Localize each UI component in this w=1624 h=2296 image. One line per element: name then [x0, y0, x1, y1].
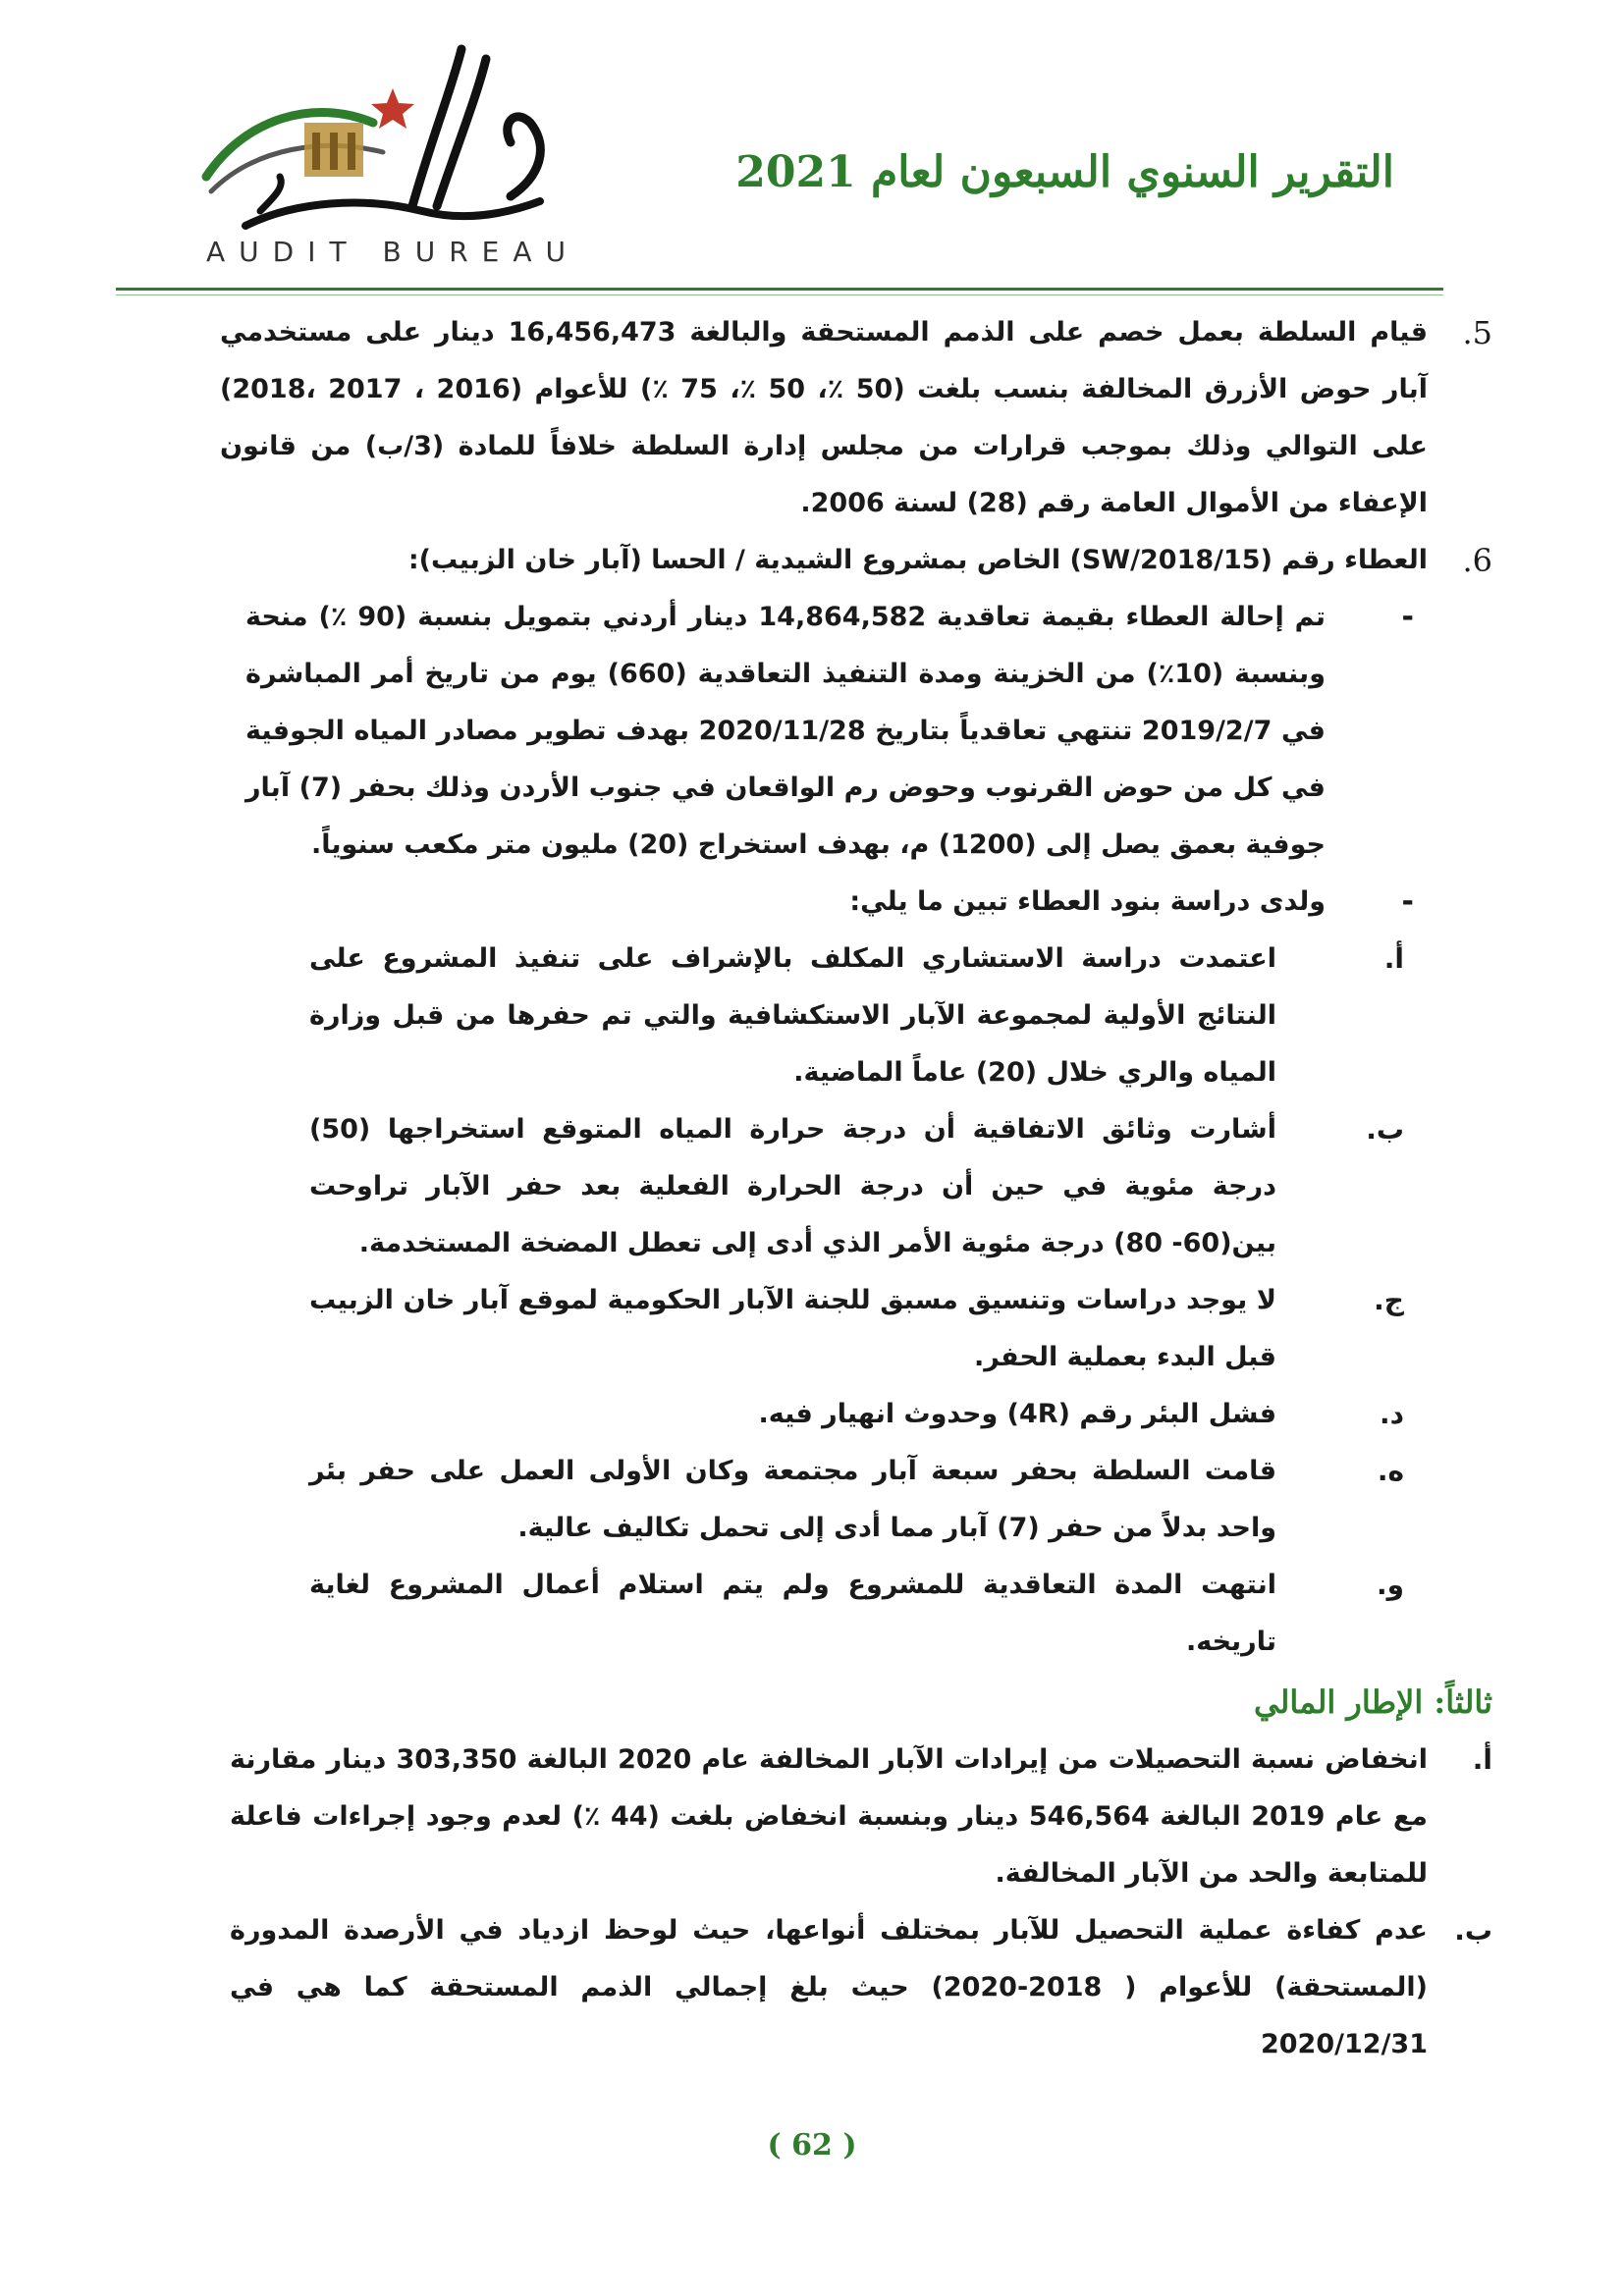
report-title: التقرير السنوي السبعون لعام 2021: [735, 147, 1394, 197]
item-text: تم إحالة العطاء بقيمة تعاقدية 14,864,582 دينار أردني بتمويل بنسبة (90 ٪) منحة وبنسبة (10٪) من الخزينة ومدة التنفيذ التعاقدية (660) يوم من تاريخ أمر المباشرة في 2019/2/7 تنتهي تعاقدياً بتاريخ 2020/11/28 بهدف تطوير مصادر المياه الجوفية في كل من حوض القرنوب وحوض رم الواقعان في جنوب الأردن وذلك بحفر (7) آبار جوفية بعمق يصل إلى (1200) م، بهدف استخراج (20) مليون متر مكعب سنوياً.: [245, 602, 1326, 860]
item-text: قامت السلطة بحفر سبعة آبار مجتمعة وكان الأولى العمل على حفر بئر واحد بدلاً من حفر (7) آبار مما أدى إلى تحمل تكاليف عالية.: [309, 1456, 1276, 1543]
letter-marker: ج.: [1374, 1284, 1404, 1316]
letter-item-a: [157, 931, 1492, 1101]
numbered-item-6: [157, 532, 1492, 589]
dash-item-tender-study: [157, 874, 1492, 931]
letter-marker: ب.: [1366, 1113, 1404, 1146]
item-text: فشل البئر رقم (4R) وحدوث انهيار فيه.: [758, 1399, 1276, 1429]
letter-item-f: [157, 1557, 1492, 1671]
logo-emblem-icon: [187, 29, 569, 270]
logo-english-text: AUDIT BUREAU: [206, 236, 579, 268]
numbered-item-5: [157, 304, 1492, 532]
dash-marker: -: [1401, 884, 1414, 919]
financial-item-a: [157, 1732, 1492, 1902]
section-heading-financial: ثالثاً: الإطار المالي: [1253, 1683, 1492, 1721]
item-text: العطاء رقم (SW/2018/15) الخاص بمشروع الشيدية / الحسا (آبار خان الزبيب):: [407, 545, 1428, 575]
letter-marker: أ.: [1383, 942, 1404, 975]
letter-item-c: [157, 1272, 1492, 1386]
letter-marker: ب.: [1454, 1914, 1492, 1947]
item-text: انخفاض نسبة التحصيلات من إيرادات الآبار المخالفة عام 2020 البالغة 303,350 دينار مقارنة مع عام 2019 البالغة 546,564 دينار وبنسبة انخفاض بلغت (44 ٪) لعدم وجود إجراءات فاعلة للمتابعة والحد من الآبار المخالفة.: [230, 1744, 1429, 1889]
letter-item-d: [157, 1386, 1492, 1443]
item-text: أشارت وثائق الاتفاقية أن درجة حرارة المياه المتوقع استخراجها (50) درجة مئوية في حين أن درجة الحرارة الفعلية بعد حفر الآبار تراوحت بين(60- 80) درجة مئوية الأمر الذي أدى إلى تعطل المضخة المستخدمة.: [309, 1114, 1276, 1258]
item-text: قيام السلطة بعمل خصم على الذمم المستحقة والبالغة 16,456,473 دينار على مستخدمي آبار حوض الأزرق المخالفة بنسب بلغت (50 ٪، 50 ٪، 75 ٪) للأعوام (2016 ، 2017 ،2018) على التوالي وذلك بموجب قرارات من مجلس إدارة السلطة خلافاً للمادة (3/ب) من قانون الإعفاء من الأموال العامة رقم (28) لسنة 2006.: [220, 317, 1429, 518]
item-text: لا يوجد دراسات وتنسيق مسبق للجنة الآبار الحكومية لموقع آبار خان الزبيب قبل البدء بعملية الحفر.: [309, 1285, 1276, 1372]
header-divider: [116, 288, 1443, 291]
letter-marker: ه.: [1377, 1455, 1404, 1487]
letter-marker: د.: [1379, 1398, 1404, 1430]
dash-marker: -: [1401, 600, 1414, 634]
page-header: [167, 29, 1394, 294]
audit-bureau-logo: [187, 29, 579, 270]
item-number: 5.: [1462, 314, 1492, 351]
item-number: 6.: [1462, 542, 1492, 579]
letter-item-e: [157, 1443, 1492, 1557]
item-text: انتهت المدة التعاقدية للمشروع ولم يتم استلام أعمال المشروع لغاية تاريخه.: [309, 1570, 1276, 1657]
letter-marker: و.: [1376, 1569, 1404, 1601]
header-divider-thin: [116, 294, 1443, 295]
item-text: عدم كفاءة عملية التحصيل للآبار بمختلف أنواعها، حيث لوحظ ازدياد في الأرصدة المدورة (المستحقة) للأعوام ( 2018-2020) حيث بلغ إجمالي الذمم المستحقة كما هي في 2020/12/31: [230, 1915, 1428, 2059]
document-body: [157, 304, 1492, 2073]
page-number: ( 62 ): [767, 2128, 857, 2163]
letter-marker: أ.: [1472, 1743, 1492, 1776]
item-text: ولدى دراسة بنود العطاء تبين ما يلي:: [849, 886, 1326, 917]
dash-item-tender-award: [157, 589, 1492, 874]
letter-item-b: [157, 1101, 1492, 1272]
item-text: اعتمدت دراسة الاستشاري المكلف بالإشراف على تنفيذ المشروع على النتائج الأولية لمجموعة الآبار الاستكشافية والتي تم حفرها من قبل وزارة المياه والري خلال (20) عاماً الماضية.: [309, 943, 1276, 1088]
financial-item-b: [157, 1902, 1492, 2073]
